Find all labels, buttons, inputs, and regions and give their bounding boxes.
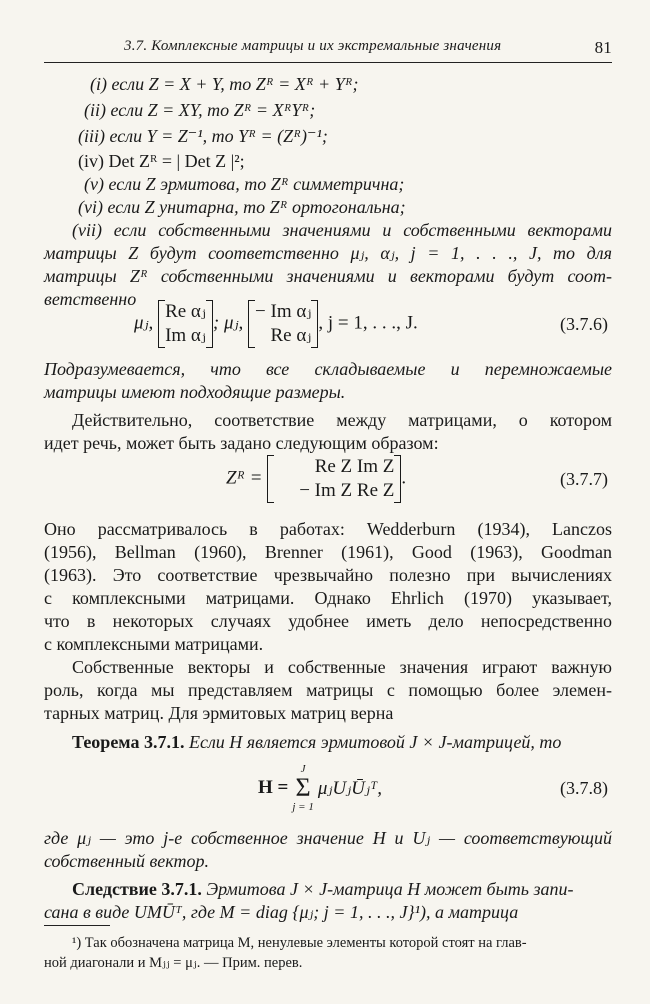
prop-v: (v) если Z эрмитова, то Zᴿ симметрична;	[84, 174, 405, 194]
cell-im-z: Im Z	[356, 456, 395, 477]
para2-line-2: идет речь, может быть задано следующим образом:	[44, 433, 439, 453]
section-title: 3.7. Комплексные матрицы и их экстремальные значения	[124, 38, 502, 54]
para2-line-1: Действительно, соответствие между матрицами, о котором	[72, 410, 612, 430]
refs-line-3: (1963). Это соответствие чрезвычайно полезно при вычислениях	[44, 565, 612, 585]
prop-vii-cont-2: матрицы Zᴿ собственными значениями и векторами будут соот-	[44, 266, 612, 286]
equation-number: (3.7.7)	[560, 469, 608, 489]
equation-3-7-8	[44, 758, 612, 818]
eq-mu-2: ; μⱼ,	[212, 312, 244, 334]
prop-i: (i) если Z = X + Y, то Zᴿ = Xᴿ + Yᴿ;	[90, 74, 359, 94]
theorem-3-7-1	[72, 731, 612, 753]
prop-iii: (iii) если Y = Z⁻¹, то Yᴿ = (Zᴿ)⁻¹;	[78, 126, 328, 146]
matrix-1-row-1: Re αⱼ	[165, 301, 206, 322]
eq-mu: μⱼ,	[134, 312, 154, 334]
eq-lhs: Zᴿ =	[226, 467, 263, 489]
corollary-line-1: Эрмитова J × J-матрица H может быть запи-	[206, 879, 574, 899]
corollary-label: Следствие 3.7.1.	[72, 879, 202, 899]
sum-upper: J	[300, 763, 306, 775]
matrix-2-row-1: − Im αⱼ	[255, 301, 312, 322]
assumption-line-2: матрицы имеют подходящие размеры.	[44, 382, 346, 402]
prop-ii: (ii) если Z = XY, то Zᴿ = XᴿYᴿ;	[84, 100, 316, 120]
book-page	[44, 0, 612, 1004]
mu-def-line-1: где μⱼ — это j-е собственное значение H и Uⱼ — соответствующий	[44, 828, 612, 848]
eig-line-2: роль, когда мы представляем матрицы с помощью более элемен-	[44, 680, 612, 700]
prop-iv: (iv) Det Zᴿ = | Det Z |²;	[78, 151, 245, 171]
footnote-line-1: ¹) Так обозначена матрица M, ненулевые элементы которой стоят на глав-	[72, 935, 527, 951]
page-number: 81	[594, 38, 612, 57]
eq-h-lhs: H =	[258, 777, 289, 798]
equation-3-7-7	[44, 455, 612, 507]
eigvec-matrix-1	[158, 300, 213, 348]
block-matrix	[267, 455, 401, 503]
matrix-1-row-2: Im αⱼ	[165, 325, 206, 346]
prop-vii-cont-1: матрицы Z будут соответственно μⱼ, αⱼ, j = 1, . . ., J, то для	[44, 243, 612, 263]
eq-range: , j = 1, . . ., J.	[318, 312, 418, 334]
prop-vi: (vi) если Z унитарна, то Zᴿ ортогональна;	[78, 197, 406, 217]
cell-re-z-2: Re Z	[356, 480, 395, 501]
theorem-text: Если H является эрмитовой J × J-матрицей, то	[188, 732, 562, 752]
equation-number: (3.7.8)	[560, 778, 608, 798]
equation-3-7-6	[44, 300, 612, 352]
footnote-line-2: ной диагонали и Mⱼⱼ = μⱼ. — Прим. перев.	[44, 955, 303, 971]
refs-line-5: что в некоторых случаях удобнее иметь дело непосредственно	[44, 611, 612, 631]
prop-vii-cont-3: ветственно	[44, 289, 137, 309]
corollary-3-7-1	[72, 878, 612, 900]
eig-line-3: тарных матриц. Для эрмитовых матриц верна	[44, 703, 394, 723]
summation-sign	[292, 763, 313, 813]
refs-line-6: с комплексными матрицами.	[44, 634, 264, 654]
cell-re-z: Re Z	[314, 456, 353, 477]
matrix-2-row-2: Re αⱼ	[270, 325, 312, 346]
eq-dot: .	[401, 467, 407, 489]
corollary-line-2: сана в виде UMŪᵀ, где M = diag {μⱼ; j = 1, . . ., J}¹), а матрица	[44, 901, 612, 923]
assumption-line-1: Подразумевается, что все складываемые и перемножаемые	[44, 359, 612, 379]
eig-line-1: Собственные векторы и собственные значения играют важную	[72, 657, 612, 677]
eq-rhs: μⱼUⱼŪⱼᵀ,	[317, 777, 382, 799]
theorem-label: Теорема 3.7.1.	[72, 732, 185, 752]
sum-symbol: Σ	[295, 773, 311, 802]
refs-line-1: Оно рассматривалось в работах: Wedderburn (1934), Lanczos	[44, 519, 612, 539]
refs-line-4: с комплексными матрицами. Однако Ehrlich (1970) указывает,	[44, 588, 612, 608]
eigvec-matrix-2	[248, 300, 318, 348]
equation-number: (3.7.6)	[560, 314, 608, 334]
refs-line-2: (1956), Bellman (1960), Brenner (1961), Good (1963), Goodman	[44, 542, 612, 562]
footnote-rule	[44, 925, 110, 926]
cell-neg-im-z: − Im Z	[299, 480, 353, 501]
header-rule	[44, 62, 612, 63]
prop-vii: (vii) если собственными значениями и собственными векторами	[72, 220, 612, 240]
mu-def-line-2: собственный вектор.	[44, 851, 209, 871]
sum-lower: j = 1	[292, 801, 314, 813]
